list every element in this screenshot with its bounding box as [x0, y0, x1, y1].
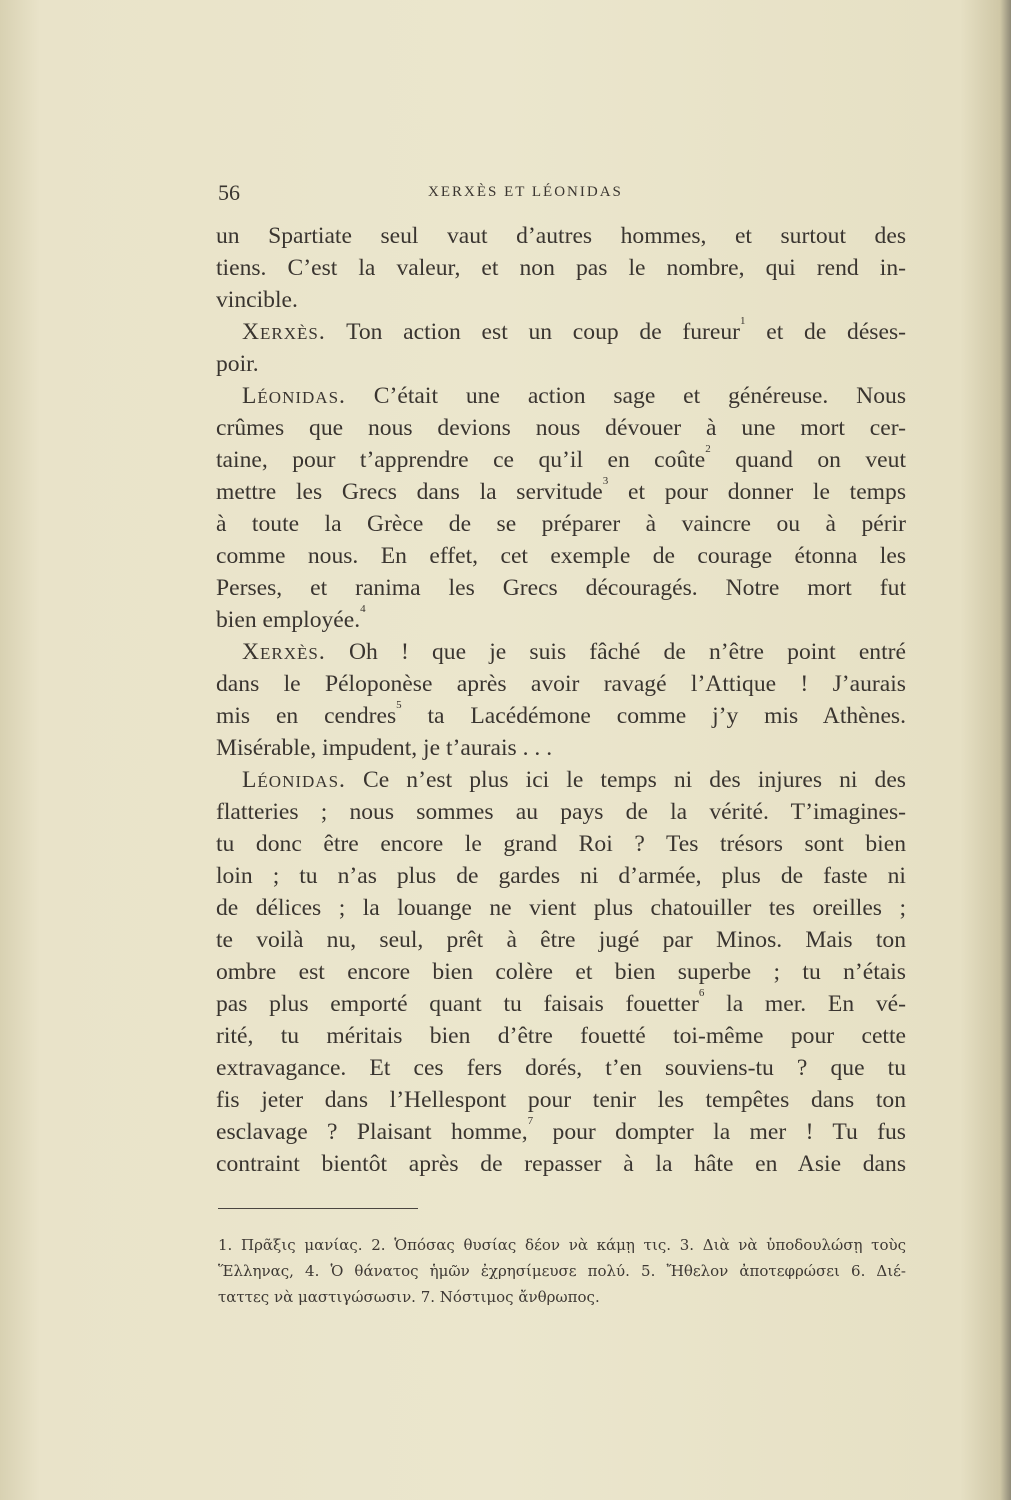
text-line	[216, 1116, 906, 1148]
line-fragment: la mer. En vé-	[704, 991, 906, 1017]
text-line: tu donc être encore le grand Roi ? Tes trésors sont bien	[216, 831, 906, 857]
footnote-divider	[218, 1208, 418, 1209]
footnote-line: Ἕλληνας, 4. Ὁ θάνατος ἡμῶν ἐχρησίμευσε πολύ. 5. Ἤθελον ἀποτεφρώσει 6. Διέ-	[218, 1262, 906, 1280]
text-line: vincible.	[216, 287, 298, 313]
text-line: poir.	[216, 351, 259, 377]
text-line	[216, 604, 906, 636]
line-fragment: et de déses-	[745, 319, 906, 345]
footnote-marker: 2	[705, 443, 711, 455]
text-line: crûmes que nous devions nous dévouer à une mort cer-	[216, 415, 906, 441]
text-line: extravagance. Et ces fers dorés, t’en souviens-tu ? que tu	[216, 1055, 906, 1081]
text-line: flatteries ; nous sommes au pays de la vérité. T’imagines-	[216, 799, 906, 825]
text-line: Perses, et ranima les Grecs découragés. Notre mort fut	[216, 575, 906, 601]
text-line	[216, 476, 906, 508]
footnote-marker: 5	[396, 699, 402, 711]
speaker-name: Léonidas.	[242, 767, 346, 793]
footnote-line: ταττες νὰ μαστιγώσωσιν. 7. Νόστιμος ἄνθρωπος.	[218, 1288, 600, 1306]
line-fragment: quand on veut	[710, 447, 906, 473]
line-fragment: mettre les Grecs dans la servitude	[216, 479, 603, 505]
text-line	[216, 444, 906, 476]
text-line: ombre est encore bien colère et bien superbe ; tu n’étais	[216, 959, 906, 985]
line-fragment: bien employée.	[216, 607, 361, 633]
text-line	[216, 988, 906, 1020]
text-line	[216, 700, 906, 732]
text-line: fis jeter dans l’Hellespont pour tenir les tempêtes dans ton	[216, 1087, 906, 1113]
text-line: dans le Péloponèse après avoir ravagé l’Attique ! J’aurais	[216, 671, 906, 697]
line-fragment: pour dompter la mer ! Tu fus	[533, 1119, 906, 1145]
line-fragment: Ton action est un coup de fureur	[325, 319, 741, 345]
line-fragment: Ce n’est plus ici le temps ni des injures ni des	[345, 767, 906, 793]
text-line: de délices ; la louange ne vient plus chatouiller tes oreilles ;	[216, 895, 906, 921]
text-line	[216, 636, 906, 668]
footnote-marker: 7	[527, 1115, 534, 1127]
line-fragment: et pour donner le temps	[608, 479, 907, 505]
text-line: un Spartiate seul vaut d’autres hommes, et surtout des	[216, 223, 906, 249]
text-line	[216, 316, 906, 348]
footnote-marker: 1	[740, 315, 746, 327]
footnote-line: 1. Πρᾶξις μανίας. 2. Ὁπόσας θυσίας δέον νὰ κάμῃ τις. 3. Διὰ νὰ ὑποδουλώσῃ τοὺς	[218, 1236, 906, 1254]
text-line: contraint bientôt après de repasser à la hâte en Asie dans	[216, 1151, 906, 1177]
running-title: XERXÈS ET LÉONIDAS	[428, 184, 623, 200]
text-line: comme nous. En effet, cet exemple de courage étonna les	[216, 543, 906, 569]
body-text	[216, 220, 906, 1180]
page-number: 56	[218, 180, 240, 205]
footnote-marker: 4	[360, 603, 366, 615]
text-line: à toute la Grèce de se préparer à vaincre ou à périr	[216, 511, 906, 537]
text-line: loin ; tu n’as plus de gardes ni d’armée, plus de faste ni	[216, 863, 906, 889]
text-line: tiens. C’est la valeur, et non pas le nombre, qui rend in-	[216, 255, 906, 281]
line-fragment: taine, pour t’apprendre ce qu’il en coûte	[216, 447, 706, 473]
speaker-name: Léonidas.	[242, 383, 346, 409]
text-line	[216, 380, 906, 412]
line-fragment: ta Lacédémone comme j’y mis Athènes.	[401, 703, 907, 729]
footnote-marker: 6	[698, 987, 705, 999]
text-line	[216, 764, 906, 796]
line-fragment: esclavage ? Plaisant homme,	[216, 1119, 528, 1145]
page-header	[218, 180, 906, 206]
line-fragment: Oh ! que je suis fâché de n’être point entré	[325, 639, 906, 665]
line-fragment: C’était une action sage et généreuse. Nous	[345, 383, 906, 409]
speaker-name: Xerxès.	[242, 639, 326, 665]
line-fragment: pas plus emporté quant tu faisais fouetter	[216, 991, 699, 1017]
speaker-name: Xerxès.	[242, 319, 326, 345]
footnotes	[218, 1232, 906, 1310]
text-line: rité, tu méritais bien d’être fouetté toi-même pour cette	[216, 1023, 906, 1049]
text-line: Misérable, impudent, je t’aurais . . .	[216, 735, 553, 761]
text-line: te voilà nu, seul, prêt à être jugé par Minos. Mais ton	[216, 927, 906, 953]
footnote-marker: 3	[602, 475, 609, 487]
line-fragment: mis en cendres	[216, 703, 397, 729]
